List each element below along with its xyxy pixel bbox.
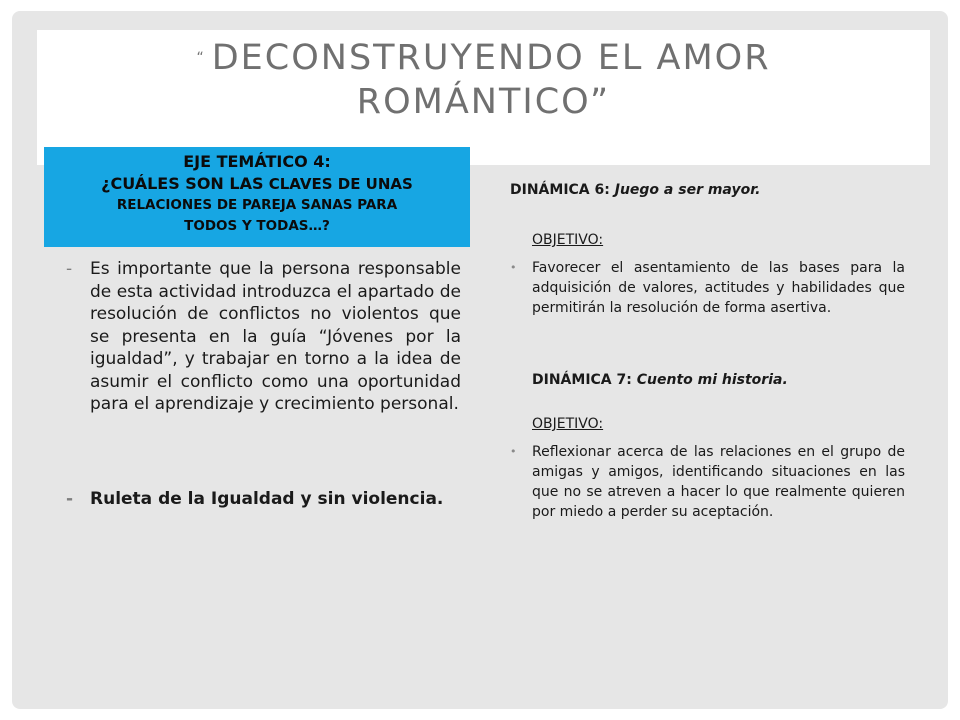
eje-line-1: EJE TEMÁTICO 4: (183, 152, 331, 171)
dinamica-6-heading: DINÁMICA 6: Juego a ser mayor. (510, 182, 761, 198)
eje-tematico-box (44, 147, 470, 247)
left-item-intro (66, 258, 461, 416)
objetivo-6-item (510, 258, 905, 318)
dinamica-7-title: Cuento mi historia. (636, 372, 788, 388)
title-line-1: “ DECONSTRUYENDO EL AMOR (196, 38, 771, 78)
title-open-quote: “ (196, 50, 206, 66)
objetivo-7-label: OBJETIVO: (532, 416, 604, 432)
left-item-ruleta-text: Ruleta de la Igualdad y sin violencia. (90, 488, 444, 509)
left-column (66, 258, 461, 510)
dinamica-6-title: Juego a ser mayor. (614, 182, 761, 198)
objetivo-7-text: Reflexionar acerca de las relaciones en el grupo de amigas y amigos, identificando situaciones en las que no se atreven a hacer lo que realmente quieren por miedo a perder su aceptación. (532, 444, 905, 520)
eje-line-3: RELACIONES DE PAREJA SANAS PARA (116, 197, 398, 213)
title-line-2: ROMÁNTICO” (356, 82, 611, 122)
left-item-ruleta (66, 488, 461, 511)
bullet-marker: • (510, 261, 517, 274)
objetivo-6-label: OBJETIVO: (532, 232, 604, 248)
eje-line-4: TODOS Y TODAS…? (184, 218, 330, 234)
bullet-marker: • (510, 445, 517, 458)
dinamica-7-heading: DINÁMICA 7: Cuento mi historia. (532, 372, 788, 388)
eje-line-2: ¿CUÁLES SON LAS CLAVES DE UNAS (101, 174, 413, 193)
dash-marker: - (66, 259, 73, 279)
slide-title (37, 36, 930, 124)
objetivo-7-item (510, 442, 905, 522)
right-column (510, 180, 905, 522)
left-item-intro-text: Es importante que la persona responsable de esta actividad introduzca el apartado de resolución de conflictos no violentos que se presenta en la guía “Jóvenes por la igualdad”, y trabajar en torno a la idea de asumir el conflicto como una oportunidad para el aprendizaje y crecimiento personal. (90, 259, 461, 414)
dash-marker: - (66, 488, 74, 509)
objetivo-6-text: Favorecer el asentamiento de las bases para la adquisición de valores, actitudes y habilidades que permitirán la resolución de forma asertiva. (532, 260, 905, 316)
